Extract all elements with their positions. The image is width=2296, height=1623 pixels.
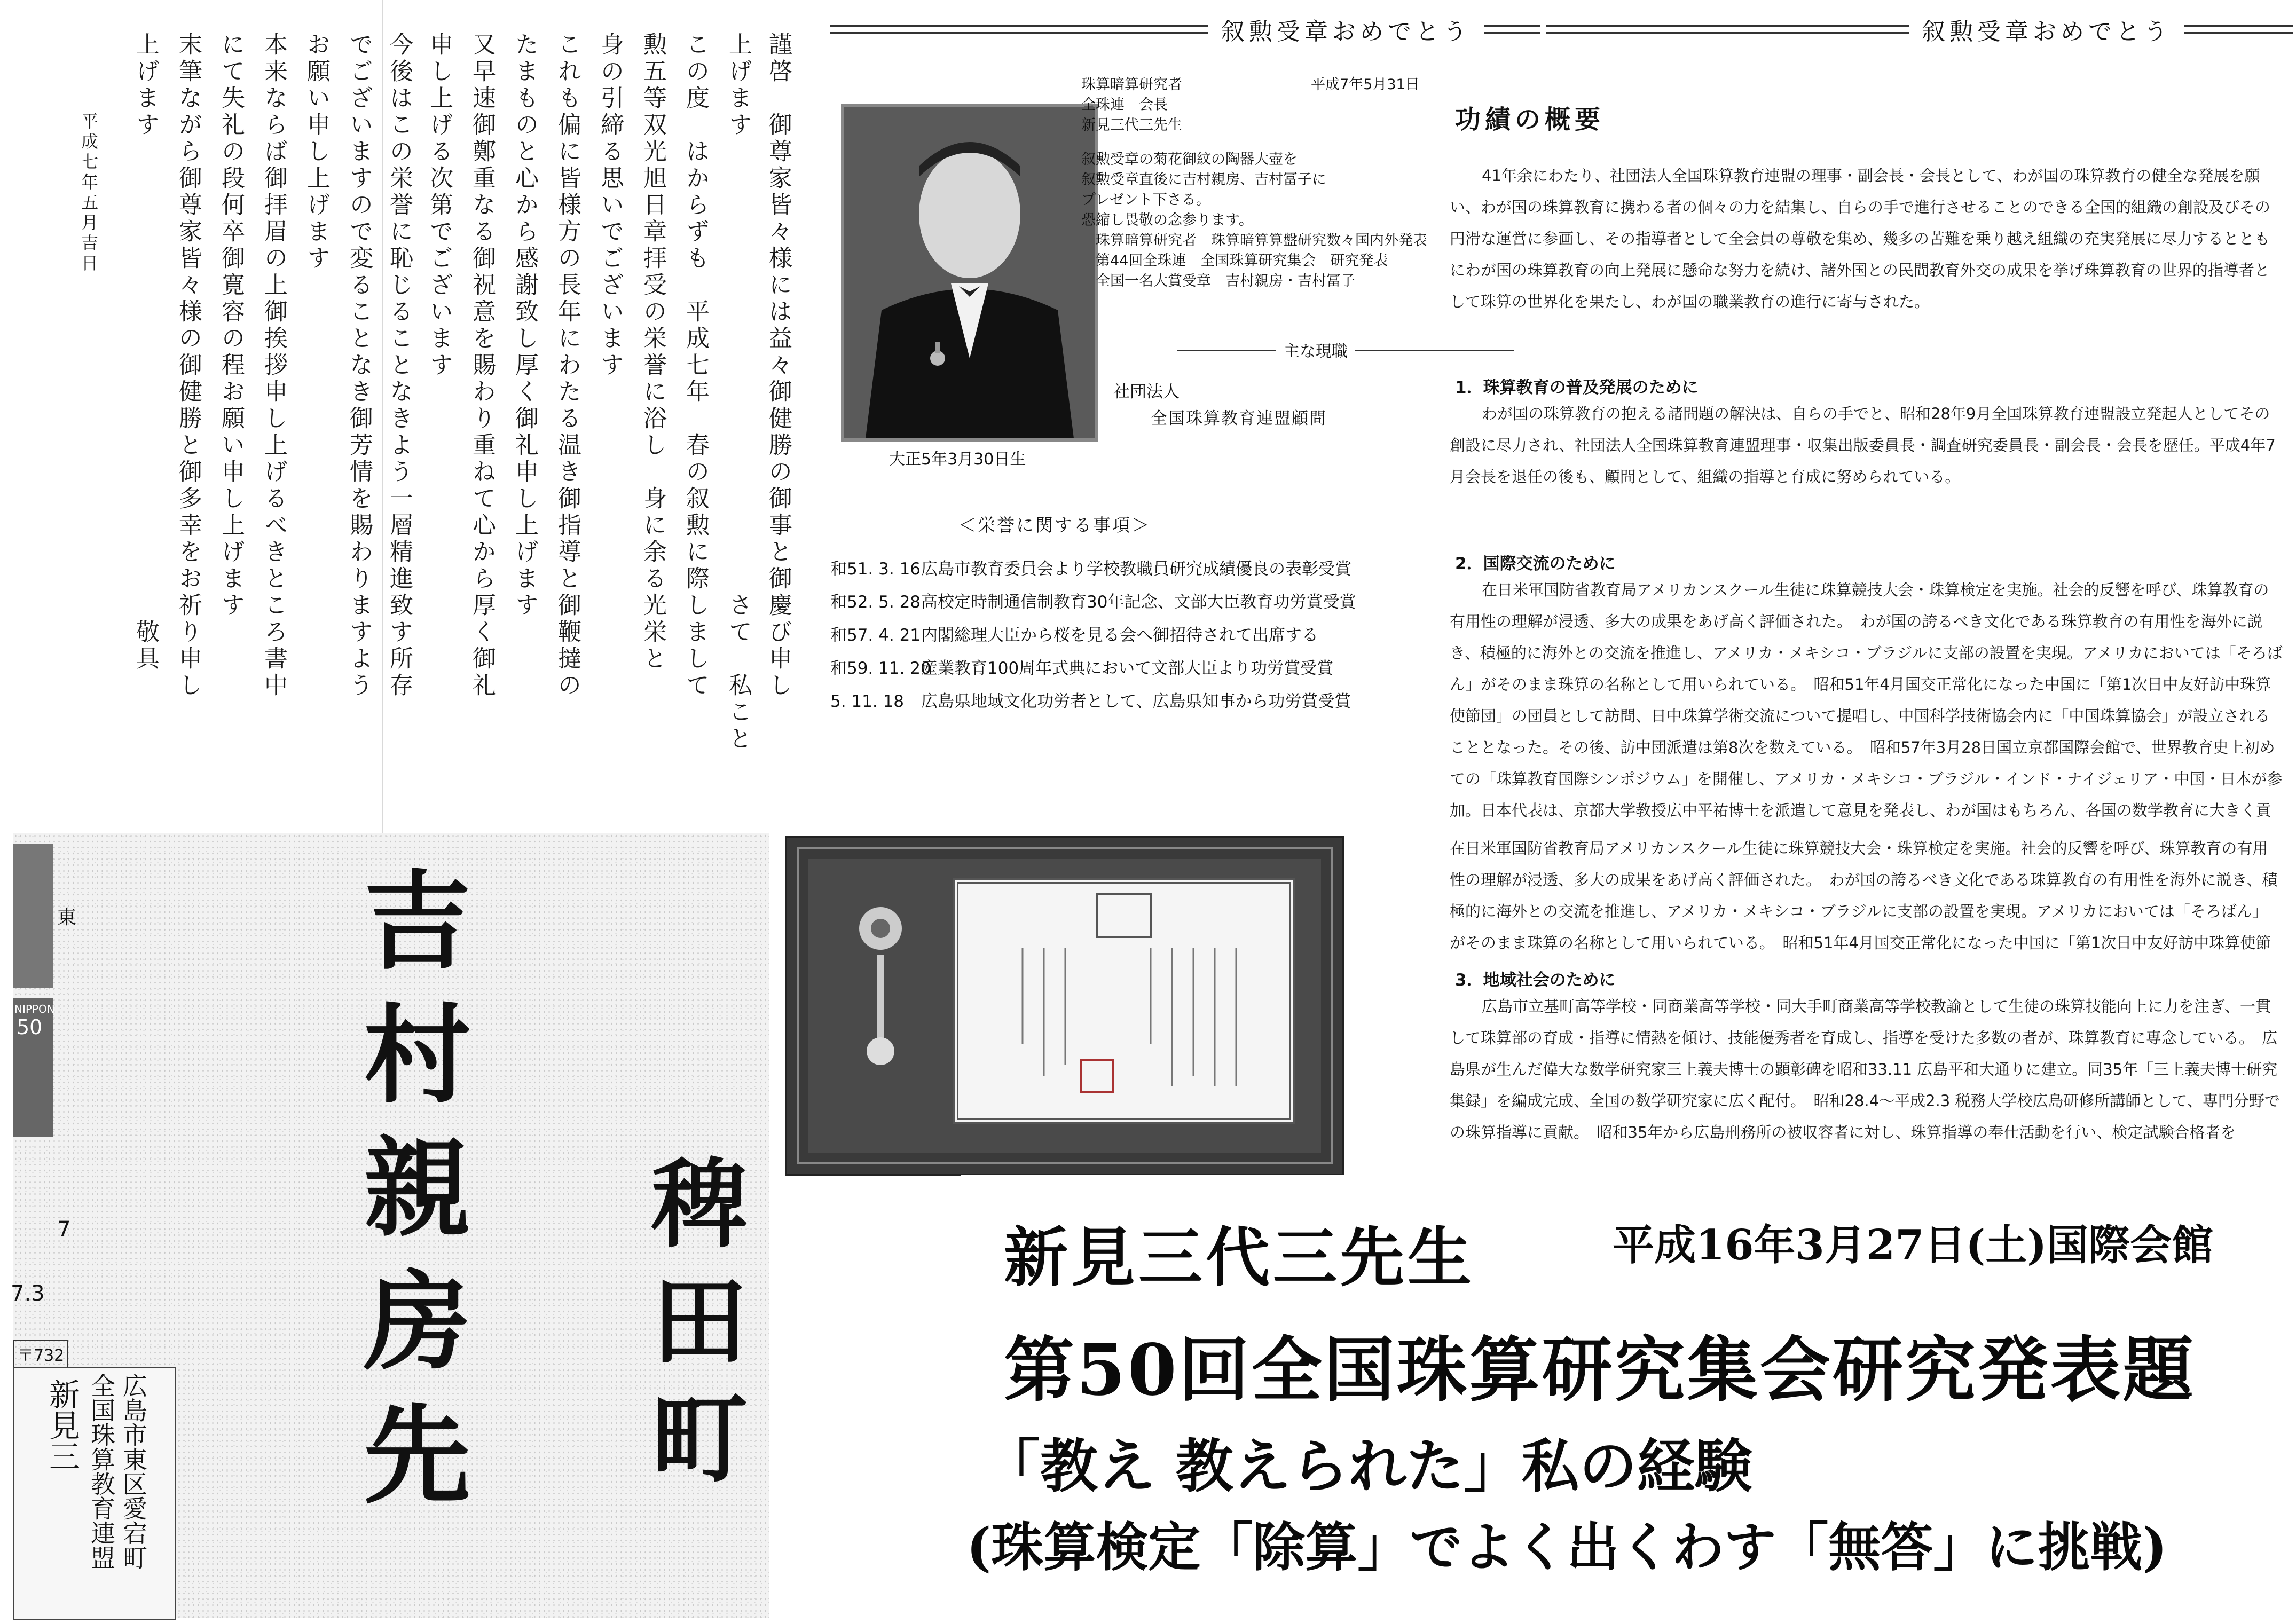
current-post-line: 全国珠算教育連盟顧問 — [1151, 409, 1327, 428]
certificate-content — [958, 884, 1289, 1118]
note-line: 全国一名大賞受章 吉村親房・吉村冨子 — [1081, 273, 1355, 289]
section-heading: 1．珠算教育の普及発展のために — [1455, 378, 1699, 397]
section-heading: 3．地域社会のために — [1455, 971, 1616, 990]
summary-title: 功績の概要 — [1455, 105, 1605, 135]
stamp-value: 50 — [17, 1015, 43, 1039]
sender-line: 新見三 — [44, 1378, 80, 1471]
sender-line: 全国珠算教育連盟 — [87, 1373, 116, 1570]
honors-date: 5. 11. 18 — [830, 692, 905, 711]
letter-column: お願い申し上げます — [303, 32, 330, 272]
postage-stamp — [13, 998, 53, 1137]
honors-row — [830, 621, 1318, 645]
current-post-title: 主な現職 — [1276, 342, 1355, 362]
honors-text: 広島市教育委員会より学校教職員研究成績優良の表彰受賞 — [921, 560, 1351, 579]
header-line: 新見三代三先生 — [1081, 117, 1182, 133]
honors-text: 内閣総理大臣から桜を見る会へ御招待されて出席する — [921, 626, 1318, 645]
portrait-caption: 大正5年3月30日生 — [889, 450, 1026, 469]
postmark-fragment: 7 — [57, 1217, 71, 1242]
section-heading: 2．国際交流のために — [1455, 554, 1616, 573]
letter-date: 平成七年五月吉日 — [78, 112, 99, 274]
letter-column: 謹啓 御尊家皆々様には益々御健勝の御事と御慶び申し — [765, 32, 792, 699]
letter-column: 上げます — [132, 32, 159, 139]
sender-line: 広島市東区愛宕町 — [119, 1373, 148, 1570]
note-name: 新見三代三先生 — [1004, 1220, 1475, 1295]
letter-column: 又早速御鄭重なる御祝意を賜わり重ねて心から厚く御礼 — [468, 32, 496, 699]
note-subtitle: 「教え 教えられた」私の経験 — [982, 1433, 1752, 1500]
postmark-fragment: 7.3 — [11, 1281, 45, 1306]
banner-left — [830, 11, 1540, 48]
letter-column: 本来ならば御拝眉の上御挨拶申し上げるべきところ書中 — [260, 32, 287, 699]
letter-column: これも偏に皆様方の長年にわたる温き御指導と御鞭撻の — [554, 32, 581, 699]
note-line: 叙勲受章の菊花御紋の陶器大壺を — [1081, 151, 1298, 168]
summary-paragraph: 41年余にわたり、社団法人全国珠算教育連盟の理事・副会長・会長として、わが国の珠算教育の健全な発展を願い、わが国の珠算教育に携わる者の個々の力を結集し、自らの手で進行させることのできる全国的組織の創設及びその円滑な運営に参画し、その指導者として全会員の尊敬を集め、幾多の苦難を乗り越え組織の充実発展に尽力するとともにわが国の珠算教育の向上発展に懸命な努力を続け、諸外国との民間教育外交の成果を挙げ珠算教育の世界的指導者として珠算の世界化を果たし、わが国の職業教育の進行に寄与された。 — [1450, 167, 2271, 311]
portrait-photo — [841, 104, 1098, 442]
greeting-letter — [0, 0, 830, 833]
letter-column: 勲五等双光旭日章拝受の栄誉に浴し 身に余る光栄と — [639, 32, 666, 673]
letter-column: たまものと心から感謝致し厚く御礼申し上げます — [511, 32, 538, 619]
section-body: 広島市立基町高等学校・同商業高等学校・同大手町商業高等学校教諭として生徒の珠算技能向上に力を注ぎ、一貫して珠算部の育成・指導に情熱を傾け、技能優秀者を育成し、指導を受けた多数の者が、珠算教育に専念している。 広島県が生んだ偉大な数学研究家三上義夫博士の顕彰碑を昭和33.11 広島平和大通りに建立。同35年「三上義夫博士研究集録」を編成完成、全国の数学研究家に広く配付。 昭和28.4～平成2.3 税務大学校広島研修所講師として、専門分野での珠算指導に貢献。 昭和35年から広島刑務所の被収容者に対し、珠算指導の奉仕活動を行い、検定試験合格者を — [1450, 997, 2280, 1141]
honors-title: ＜栄誉に関する事項＞ — [958, 515, 1151, 535]
postmark-fragment: 東 — [57, 907, 77, 928]
honors-row — [830, 655, 1333, 679]
article-continuation — [1450, 833, 2296, 1217]
letter-column: 身の引締る思いでございます — [596, 32, 624, 379]
addressee-brush: 吉村親房先 — [346, 865, 471, 1532]
letter-column: この度 はからずも 平成七年 春の叙勲に際しまして — [682, 32, 709, 699]
banner-title: 叙勲受章おめでとう — [1221, 18, 1471, 45]
handwritten-note — [961, 1175, 2296, 1618]
stamp-country: NIPPON — [14, 1003, 55, 1015]
honors-text: 高校定時制通信制教育30年記念、文部大臣教育功労賞受賞 — [921, 593, 1356, 612]
honors-row — [830, 555, 1351, 579]
second-brush: 稗田町 — [635, 1153, 748, 1506]
banner-right — [1546, 11, 2293, 48]
letter-closing: 敬具 — [132, 619, 159, 673]
honors-date: 和57. 4. 21 — [830, 626, 921, 645]
envelope — [13, 833, 769, 1618]
postal-code: 〒732 — [13, 1340, 68, 1368]
certificate-document — [953, 878, 1295, 1124]
header-line: 全珠連 会長 — [1081, 97, 1168, 113]
note-line: 恐縮し畏敬の念参ります。 — [1081, 212, 1253, 229]
honors-date: 和51. 3. 16 — [830, 560, 921, 579]
sender-box — [13, 1367, 176, 1620]
header-date: 平成7年5月31日 — [1311, 76, 1420, 93]
note-line: 珠算暗算研究者 珠算暗算算盤研究数々国内外発表 — [1081, 232, 1427, 249]
postage-stamp — [13, 844, 53, 988]
letter-column: 末筆ながら御尊家皆々様の御健勝と御多幸をお祈り申し — [175, 32, 202, 699]
note-line: プレゼント下さる。 — [1081, 192, 1210, 208]
honors-date: 和52. 5. 28 — [830, 593, 921, 612]
letter-column: でございますので変ることなき御芳情を賜わりますよう — [345, 32, 373, 699]
note-line: 第44回全珠連 全国珠算研究集会 研究発表 — [1081, 253, 1388, 269]
honors-text: 産業教育100周年式典において文部大臣より功労賞受賞 — [921, 659, 1334, 678]
letter-column: 申し上げる次第でございます — [426, 32, 453, 379]
banner-rule — [1546, 25, 1909, 34]
banner-rule — [1484, 25, 1540, 34]
letter-column: 今後はこの栄誉に恥じることなきよう一層精進致す所存 — [386, 32, 413, 699]
banner-title: 叙勲受章おめでとう — [1922, 18, 2172, 45]
honors-row — [830, 688, 1351, 712]
honors-date: 和59. 11. 20 — [830, 659, 931, 678]
award-article — [830, 0, 2296, 833]
header-line: 珠算暗算研究者 — [1081, 76, 1182, 93]
note-title: 第50回全国珠算研究集会研究発表題 — [1004, 1329, 2196, 1412]
banner-rule — [830, 25, 1208, 34]
section-body: わが国の珠算教育の抱える諸問題の解決は、自らの手でと、昭和28年9月全国珠算教育連盟設立発起人としてその創設に尽力され、社団法人全国珠算教育連盟理事・収集出版委員長・調査研究委員長・副会長・会長を歴任。平成4年7月会長を退任の後も、顧問として、組織の指導と育成に努められている。 — [1450, 405, 2276, 486]
portrait-figure — [844, 107, 1095, 438]
section-body: 在日米軍国防省教育局アメリカンスクール生徒に珠算競技大会・珠算検定を実施。社会的反響を呼び、珠算教育の有用性の理解が浸透、多大の成果をあげ高く評価された。 わが国の誇るべき文化である珠算教育の有用性を海外に説き、積極的に海外との交流を推進し、アメリカ・メキシコ・ブラジルに支部の設置を実現。アメリカにおいては「そろばん」がそのまま珠算の名称として用いられている。 昭和51年4月国交正常化になった中国に「第1次日中友好訪中珠算使節団」の団員として訪問、日中珠算学術交流について提唱し、中国科学技術協会内に「中国珠算協会」が設立されることとなった。その後、訪中団派遣は第8次を数えている。 昭和57年3月28日国立京都国際会館で、世界教育史上初めての「珠算教育国際シンポジウム」を開催し、アメリカ・メキシコ・ブラジル・インド・ナイジェリア・中国・日本が参加。日本代表は、京都大学教授広中平祐博士を派遣して意見を発表し、わが国はもちろん、各国の数学教育に大きく貢 — [1450, 581, 2283, 820]
honors-row — [830, 588, 1356, 612]
section-body-cont: 在日米軍国防省教育局アメリカンスクール生徒に珠算競技大会・珠算検定を実施。社会的反響を呼び、珠算教育の有用性の理解が浸透、多大の成果をあげ高く評価された。 わが国の誇るべき文化である珠算教育の有用性を海外に説き、積極的に海外との交流を推進し、アメリカ・メキシコ・ブラジルに支部の設置を実現。アメリカにおいては「そろばん」がそのまま珠算の名称として用いられている。 昭和51年4月国交正常化になった中国に「第1次日中友好訪中珠算使節 — [1450, 839, 2278, 952]
fold-line — [382, 0, 383, 833]
current-post-line: 社団法人 — [1113, 382, 1180, 401]
note-date: 平成16年3月27日(土)国際会館 — [1613, 1221, 2214, 1270]
letter-column: 上げます さて 私こと — [725, 32, 752, 753]
note-line: 叙勲受章直後に吉村親房、吉村冨子に — [1081, 171, 1326, 188]
letter-column: にて失礼の段何卒御寛容の程お願い申し上げます — [217, 32, 245, 619]
honors-text: 広島県地域文化功労者として、広島県知事から功労賞受賞 — [921, 692, 1351, 711]
note-detail: (珠算検定「除算」でよく出くわす「無答」に挑戦) — [966, 1517, 2167, 1578]
banner-rule — [2184, 25, 2293, 34]
